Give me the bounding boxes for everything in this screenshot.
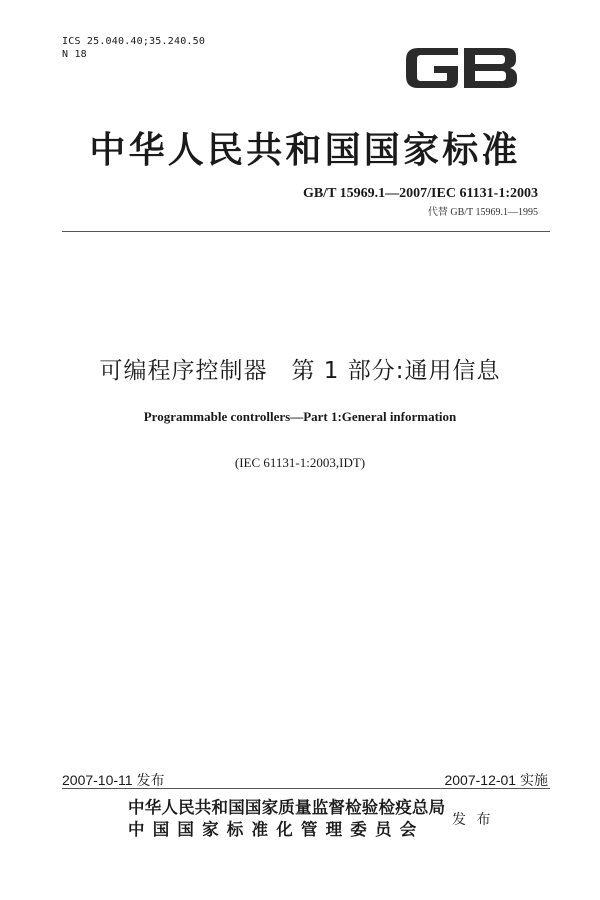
ccs-code: N 18 — [62, 49, 87, 60]
publish-verb: 发 布 — [452, 812, 494, 828]
implement-date: 2007-12-01 实施 — [444, 772, 548, 788]
publish-date: 2007-10-11 发布 — [62, 772, 165, 788]
document-title-en: Programmable controllers—Part 1:General information — [143, 409, 457, 424]
publisher-sac: 中国国家标准化管理委员会 — [128, 820, 425, 839]
document-title-cn: 可编程序控制器 第 1 部分:通用信息 — [99, 358, 501, 384]
replaces-note: 代替 GB/T 15969.1—1995 — [427, 207, 538, 218]
bottom-divider — [62, 788, 550, 789]
classification-codes — [62, 35, 205, 61]
standard-number: GB/T 15969.1—2007/IEC 61131-1:2003 — [302, 186, 538, 201]
publishers-block — [128, 797, 445, 841]
standard-heading: 中华人民共和国国家标准 — [89, 129, 521, 171]
ics-code: ICS 25.040.40;35.240.50 — [62, 36, 206, 47]
equivalence-note: (IEC 61131-1:2003,IDT) — [234, 455, 366, 470]
gb-logo-icon — [400, 40, 522, 96]
publisher-aqsiq: 中华人民共和国国家质量监督检验检疫总局 — [128, 798, 446, 817]
top-divider — [62, 231, 550, 232]
